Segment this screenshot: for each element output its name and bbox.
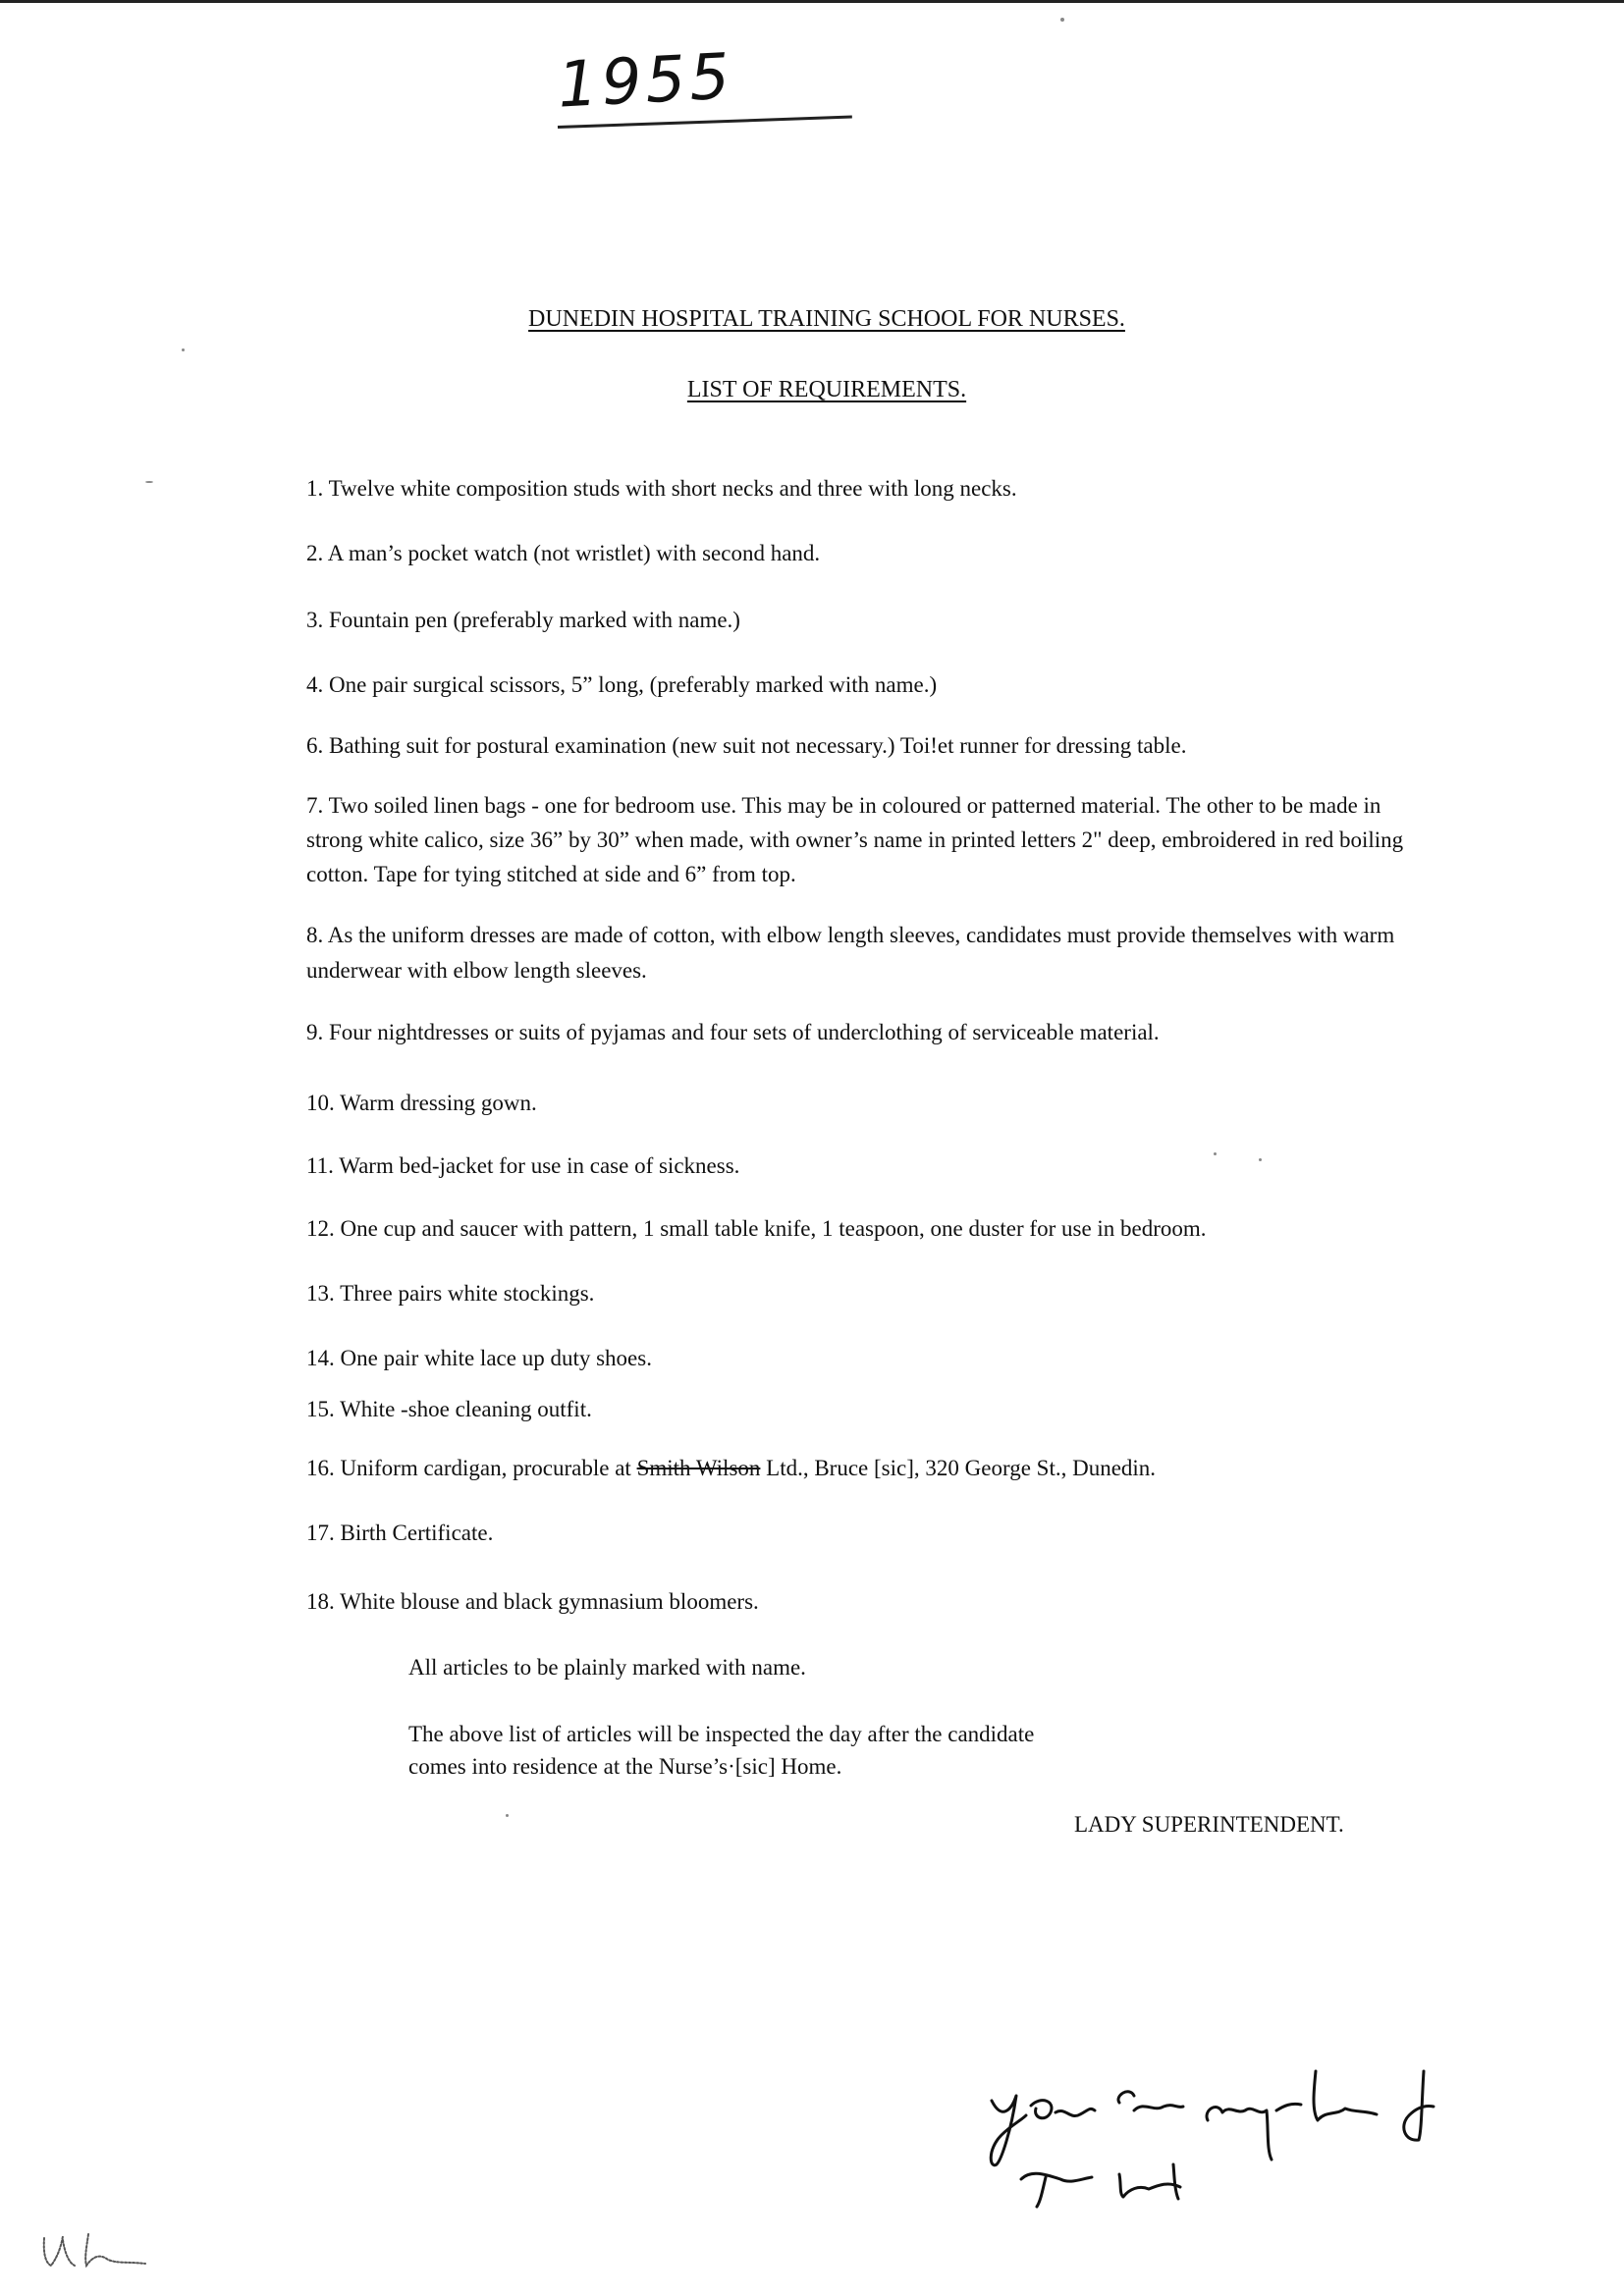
list-item: 4. One pair surgical scissors, 5” long, (preferably marked with name.)	[306, 672, 938, 697]
note: The above list of articles will be inspected the day after the candidate comes into residence at the Nurse’s·[sic] Home.	[408, 1722, 1035, 1779]
list-item: 9. Four nightdresses or suits of pyjamas and four sets of underclothing of serviceable material.	[306, 1020, 1160, 1044]
list-item: 1. Twelve white composition studs with short necks and three with long necks.	[306, 476, 1017, 501]
scan-speck	[1214, 1152, 1217, 1155]
list-item: 11. Warm bed-jacket for use in case of sickness.	[306, 1153, 740, 1178]
item-text: Ltd., Bruce [sic], 320 George St., Dunedin.	[760, 1456, 1157, 1480]
document-title: DUNEDIN HOSPITAL TRAINING SCHOOL FOR NURSES.	[528, 306, 1125, 332]
scan-speck	[1259, 1158, 1262, 1161]
document-subtitle: LIST OF REQUIREMENTS.	[686, 377, 967, 402]
list-item: 2. A man’s pocket watch (not wristlet) with second hand.	[306, 541, 821, 565]
scan-speck	[1060, 18, 1064, 22]
page-top-edge	[0, 0, 1624, 3]
list-item	[306, 1451, 1435, 1486]
handwritten-note	[972, 2042, 1522, 2209]
handwritten-initials	[39, 2228, 157, 2277]
list-item: 10. Warm dressing gown.	[306, 1091, 537, 1115]
list-item: 18. White blouse and black gymnasium bloomers.	[306, 1589, 759, 1614]
handwritten-year: 1955	[556, 40, 735, 123]
list-item: 8. As the uniform dresses are made of cotton, with elbow length sleeves, candidates must provide themselves with warm underwear with elbow length sleeves.	[306, 923, 1395, 983]
list-item: 3. Fountain pen (preferably marked with name.)	[306, 608, 740, 632]
scan-speck	[506, 1814, 509, 1817]
list-item: 12. One cup and saucer with pattern, 1 small table knife, 1 teaspoon, one duster for use in bedroom.	[306, 1216, 1207, 1241]
list-item: 15. White -shoe cleaning outfit.	[306, 1397, 592, 1421]
signature-title: LADY SUPERINTENDENT.	[1074, 1812, 1344, 1837]
list-item: 14. One pair white lace up duty shoes.	[306, 1346, 652, 1370]
struck-text: Smith Wilson	[636, 1456, 761, 1480]
list-item: 7. Two soiled linen bags - one for bedroom use. This may be in coloured or patterned material. The other to be made in strong white calico, size 36” by 30” when made, with owner’s name in printed letters 2" deep, embroidered in red boiling cotton. Tape for tying stitched at side and 6” from top.	[306, 793, 1404, 886]
note: All articles to be plainly marked with name.	[408, 1655, 806, 1680]
list-item: 6. Bathing suit for postural examination (new suit not necessary.) Toi!et runner for dressing table.	[306, 733, 1187, 758]
list-item: 13. Three pairs white stockings.	[306, 1281, 595, 1306]
scan-speck	[182, 348, 185, 351]
scan-speck	[145, 481, 153, 483]
item-text: 16. Uniform cardigan, procurable at	[306, 1456, 637, 1480]
list-item: 17. Birth Certificate.	[306, 1521, 494, 1545]
